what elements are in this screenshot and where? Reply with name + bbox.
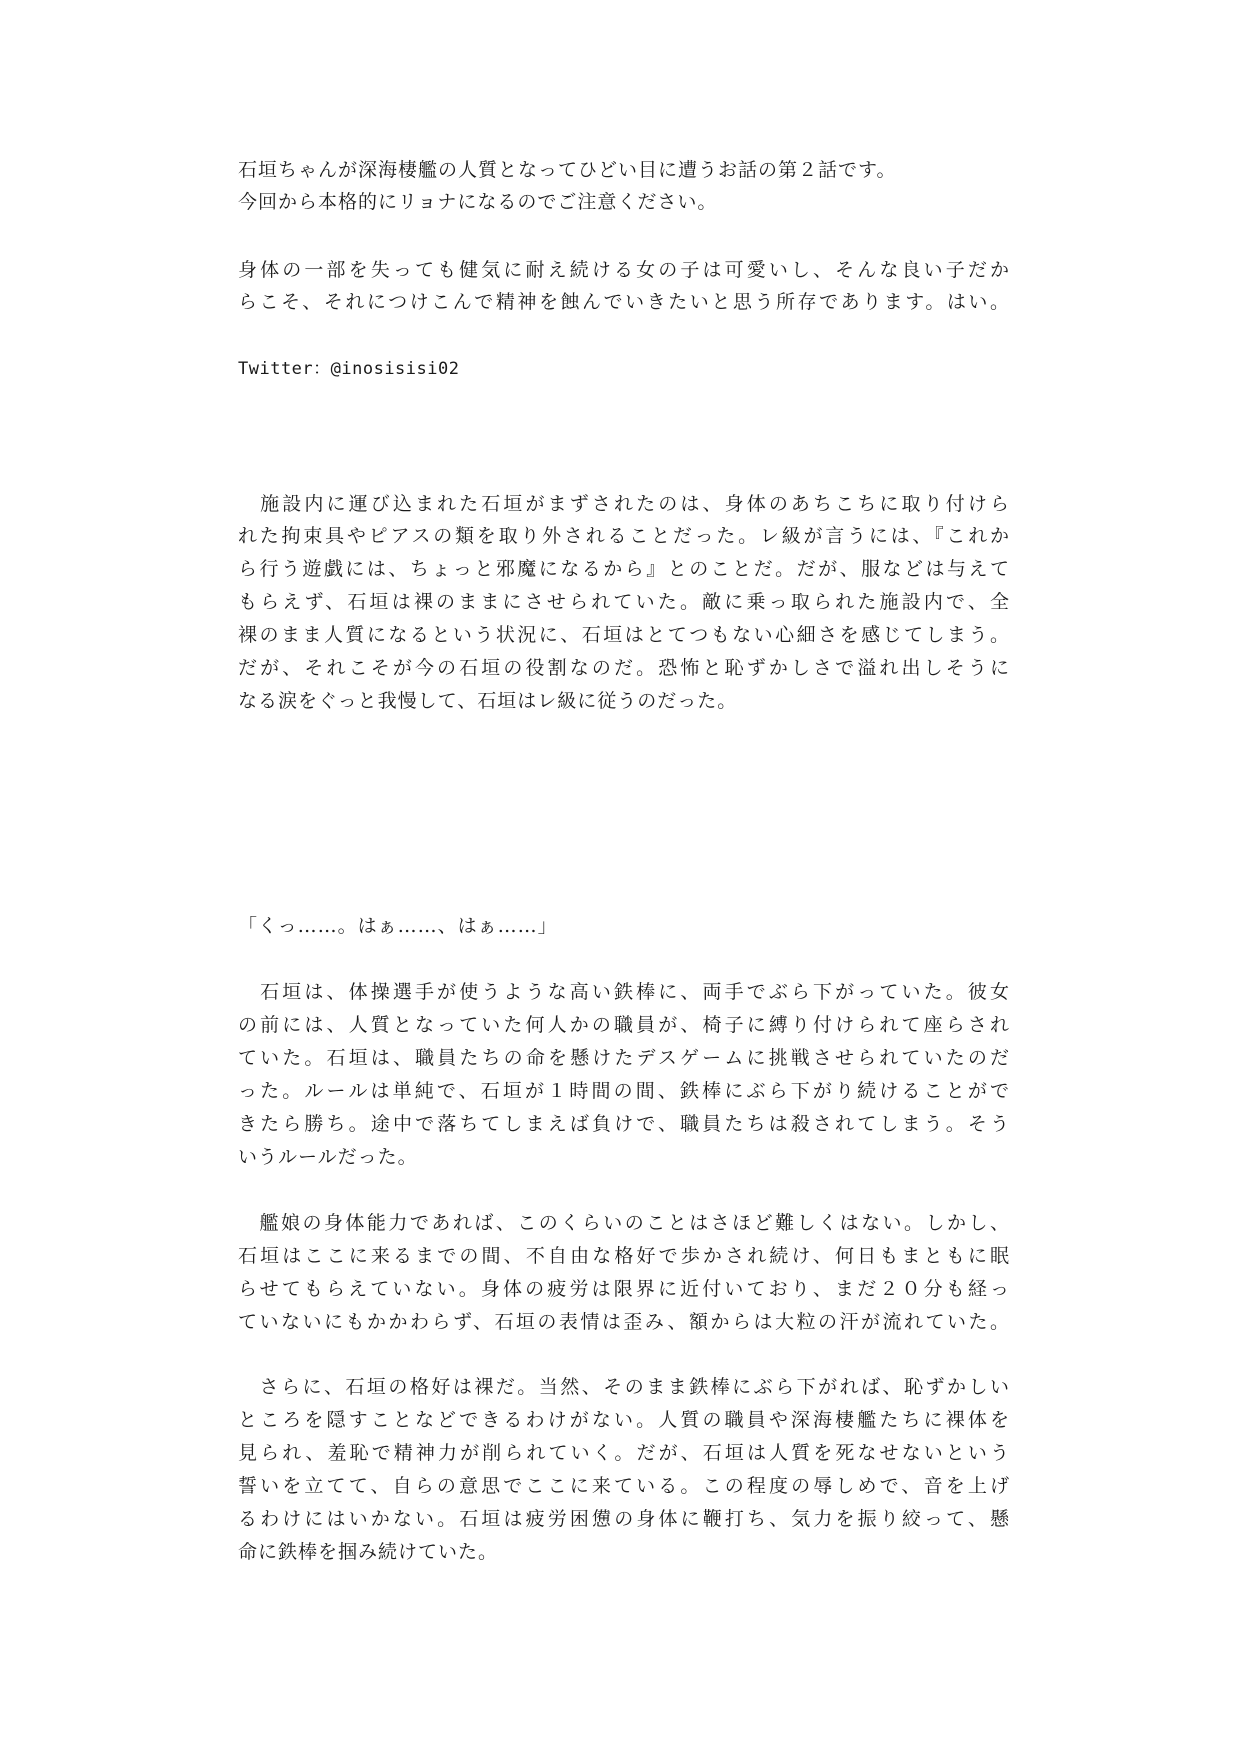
story-line: いうルールだった。 (238, 1146, 418, 1168)
story-line: るわけにはいかない。石垣は疲労困憊の身体に鞭打ち、気力を振り絞って、懸 (238, 1508, 1010, 1530)
story-line: 裸のまま人質になるという状況に、石垣はとてつもない心細さを感じてしまう。 (238, 624, 1010, 646)
story-line: 誓いを立てて、自らの意思でここに来ている。この程度の辱しめで、音を上げ (238, 1475, 1010, 1497)
story-line: ていないにもかかわらず、石垣の表情は歪み、額からは大粒の汗が流れていた。 (238, 1311, 1010, 1333)
story-line: 石垣は、体操選手が使うような高い鉄棒に、両手でぶら下がっていた。彼女 (238, 981, 1010, 1003)
story-line: きたら勝ち。途中で落ちてしまえば負けで、職員たちは殺されてしまう。そう (238, 1113, 1010, 1135)
story-line: の前には、人質となっていた何人かの職員が、椅子に縛り付けられて座らされ (238, 1014, 1010, 1036)
intro-line: 身体の一部を失っても健気に耐え続ける女の子は可愛いし、そんな良い子だか (238, 259, 1010, 281)
story-line: だが、それこそが今の石垣の役割なのだ。恐怖と恥ずかしさで溢れ出しそうに (238, 657, 1010, 679)
story-line: ところを隠すことなどできるわけがない。人質の職員や深海棲艦たちに裸体を (238, 1409, 1010, 1431)
story-line: さらに、石垣の格好は裸だ。当然、そのまま鉄棒にぶら下がれば、恥ずかしい (238, 1376, 1010, 1398)
intro-line: 今回から本格的にリョナになるのでご注意ください。 (238, 191, 718, 213)
story-line: 施設内に運び込まれた石垣がまずされたのは、身体のあちこちに取り付けら (238, 493, 1010, 515)
story-line: 石垣はここに来るまでの間、不自由な格好で歩かされ続け、何日もまともに眠 (238, 1245, 1010, 1267)
story-line: なる涙をぐっと我慢して、石垣はレ級に従うのだった。 (238, 690, 738, 712)
story-line: ら行う遊戯には、ちょっと邪魔になるから』とのことだ。だが、服などは与えて (238, 558, 1010, 580)
twitter-handle: Twitter：@inosisisi02 (238, 359, 460, 379)
story-line: った。ルールは単純で、石垣が１時間の間、鉄棒にぶら下がり続けることがで (238, 1080, 1010, 1102)
story-line: 艦娘の身体能力であれば、このくらいのことはさほど難しくはない。しかし、 (238, 1212, 1010, 1234)
intro-line: らこそ、それにつけこんで精神を蝕んでいきたいと思う所存であります。はい。 (238, 291, 1010, 313)
story-line: ていた。石垣は、職員たちの命を懸けたデスゲームに挑戦させられていたのだ (238, 1047, 1010, 1069)
story-line: れた拘束具やピアスの類を取り外されることだった。レ級が言うには、『これか (238, 525, 1010, 547)
story-line: 見られ、羞恥で精神力が削られていく。だが、石垣は人質を死なせないという (238, 1442, 1010, 1464)
story-line: 命に鉄棒を掴み続けていた。 (238, 1541, 499, 1563)
story-line: らせてもらえていない。身体の疲労は限界に近付いており、まだ２０分も経っ (238, 1278, 1010, 1300)
dialogue-line: 「くっ……。はぁ……、はぁ……」 (238, 915, 558, 937)
intro-line: 石垣ちゃんが深海棲艦の人質となってひどい目に遭うお話の第２話です。 (238, 159, 897, 181)
story-line: もらえず、石垣は裸のままにさせられていた。敵に乗っ取られた施設内で、全 (238, 591, 1010, 613)
